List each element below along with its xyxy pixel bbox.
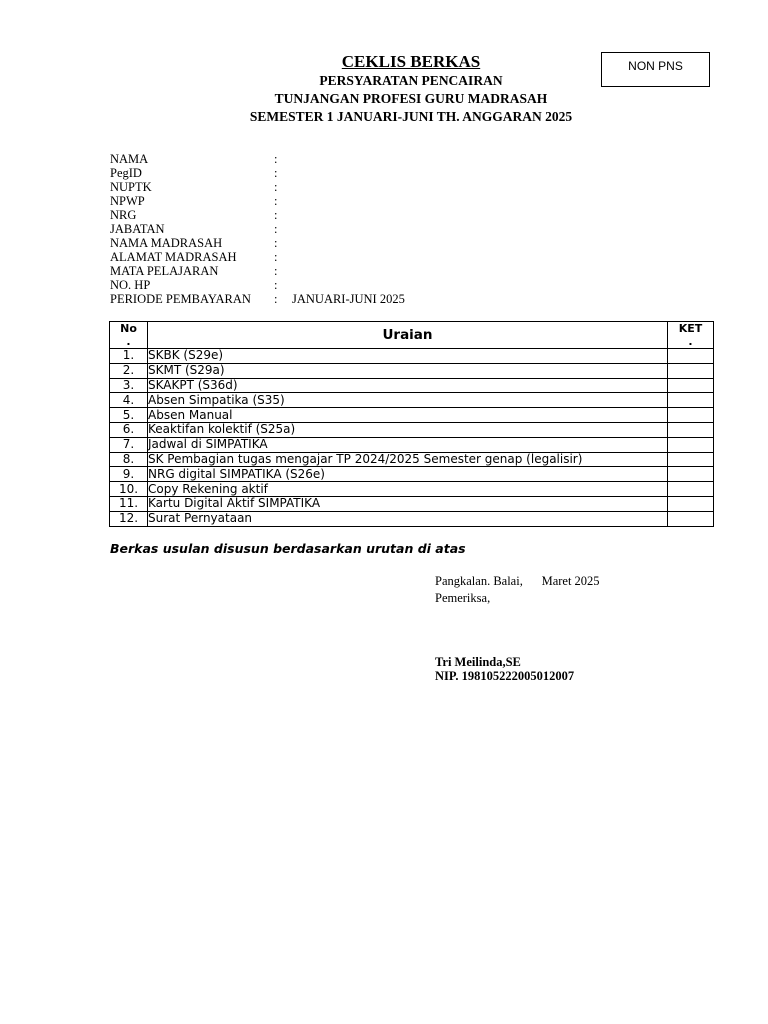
arrangement-note: Berkas usulan disusun berdasarkan urutan di atas bbox=[110, 541, 466, 556]
row-number: 6. bbox=[110, 422, 148, 437]
table-row bbox=[110, 422, 714, 437]
table-row bbox=[110, 378, 714, 393]
field-label: PegID bbox=[110, 166, 142, 180]
row-ket[interactable] bbox=[668, 511, 714, 526]
field-label: NAMA bbox=[110, 152, 149, 166]
field-label: NRG bbox=[110, 208, 137, 222]
table-row bbox=[110, 437, 714, 452]
row-ket[interactable] bbox=[668, 378, 714, 393]
row-uraian: Absen Simpatika (S35) bbox=[148, 393, 668, 408]
field-colon: : bbox=[274, 208, 278, 222]
field-label: ALAMAT MADRASAH bbox=[110, 250, 237, 264]
row-ket[interactable] bbox=[668, 363, 714, 378]
header-no-text: No bbox=[120, 322, 137, 335]
row-uraian: SKBK (S29e) bbox=[148, 349, 668, 364]
field-colon: : bbox=[274, 166, 278, 180]
row-ket[interactable] bbox=[668, 349, 714, 364]
table-row bbox=[110, 408, 714, 423]
status-badge: NON PNS bbox=[601, 52, 710, 87]
row-uraian: Kartu Digital Aktif SIMPATIKA bbox=[148, 496, 668, 511]
row-ket[interactable] bbox=[668, 393, 714, 408]
row-ket[interactable] bbox=[668, 467, 714, 482]
field-label: NUPTK bbox=[110, 180, 152, 194]
row-ket[interactable] bbox=[668, 482, 714, 497]
row-uraian: NRG digital SIMPATIKA (S26e) bbox=[148, 467, 668, 482]
field-value: JANUARI-JUNI 2025 bbox=[292, 292, 405, 306]
row-ket[interactable] bbox=[668, 422, 714, 437]
row-number: 9. bbox=[110, 467, 148, 482]
row-ket[interactable] bbox=[668, 437, 714, 452]
row-uraian: Surat Pernyataan bbox=[148, 511, 668, 526]
row-ket[interactable] bbox=[668, 496, 714, 511]
field-label: PERIODE PEMBAYARAN bbox=[110, 292, 251, 306]
subtitle-tunjangan: TUNJANGAN PROFESI GURU MADRASAH bbox=[274, 91, 548, 106]
signature-role: Pemeriksa, bbox=[435, 591, 491, 605]
row-ket[interactable] bbox=[668, 408, 714, 423]
table-row bbox=[110, 349, 714, 364]
field-colon: : bbox=[274, 180, 278, 194]
table-row bbox=[110, 496, 714, 511]
table-header-row bbox=[110, 322, 714, 349]
row-number: 4. bbox=[110, 393, 148, 408]
row-uraian: SK Pembagian tugas mengajar TP 2024/2025 Semester genap (legalisir) bbox=[148, 452, 668, 467]
field-colon: : bbox=[274, 292, 278, 306]
header-ket-dot: . bbox=[688, 335, 693, 348]
row-number: 10. bbox=[110, 482, 148, 497]
signature-place-date: Pangkalan. Balai, Maret 2025 bbox=[435, 574, 600, 588]
document-title: CEKLIS BERKAS bbox=[341, 52, 481, 71]
header-ket-text: KET bbox=[678, 322, 703, 335]
row-number: 2. bbox=[110, 363, 148, 378]
row-uraian: SKAKPT (S36d) bbox=[148, 378, 668, 393]
subtitle-semester: SEMESTER 1 JANUARI-JUNI TH. ANGGARAN 2025 bbox=[249, 109, 573, 124]
subtitle-persyaratan: PERSYARATAN PENCAIRAN bbox=[319, 73, 503, 88]
row-uraian: Jadwal di SIMPATIKA bbox=[148, 437, 668, 452]
row-uraian: Absen Manual bbox=[148, 408, 668, 423]
row-ket[interactable] bbox=[668, 452, 714, 467]
row-number: 8. bbox=[110, 452, 148, 467]
field-colon: : bbox=[274, 264, 278, 278]
row-uraian: Copy Rekening aktif bbox=[148, 482, 668, 497]
column-header-uraian: Uraian bbox=[148, 322, 668, 349]
field-label: JABATAN bbox=[110, 222, 165, 236]
row-number: 3. bbox=[110, 378, 148, 393]
row-uraian: SKMT (S29a) bbox=[148, 363, 668, 378]
row-number: 7. bbox=[110, 437, 148, 452]
row-number: 5. bbox=[110, 408, 148, 423]
row-number: 11. bbox=[110, 496, 148, 511]
field-colon: : bbox=[274, 278, 278, 292]
table-row bbox=[110, 363, 714, 378]
field-colon: : bbox=[274, 236, 278, 250]
column-header-no bbox=[110, 322, 148, 349]
field-label: MATA PELAJARAN bbox=[110, 264, 219, 278]
signature-nip: NIP. 198105222005012007 bbox=[435, 669, 575, 683]
field-colon: : bbox=[274, 194, 278, 208]
table-row bbox=[110, 482, 714, 497]
field-colon: : bbox=[274, 152, 278, 166]
signature-name: Tri Meilinda,SE bbox=[435, 655, 521, 669]
table-row bbox=[110, 393, 714, 408]
field-label: NAMA MADRASAH bbox=[110, 236, 223, 250]
checklist-table bbox=[109, 321, 714, 527]
field-label: NO. HP bbox=[110, 278, 151, 292]
header-no-dot: . bbox=[126, 335, 131, 348]
table-row bbox=[110, 452, 714, 467]
column-header-ket bbox=[668, 322, 714, 349]
table-row bbox=[110, 467, 714, 482]
row-uraian: Keaktifan kolektif (S25a) bbox=[148, 422, 668, 437]
row-number: 12. bbox=[110, 511, 148, 526]
row-number: 1. bbox=[110, 349, 148, 364]
field-label: NPWP bbox=[110, 194, 145, 208]
field-colon: : bbox=[274, 250, 278, 264]
field-colon: : bbox=[274, 222, 278, 236]
table-row bbox=[110, 511, 714, 526]
